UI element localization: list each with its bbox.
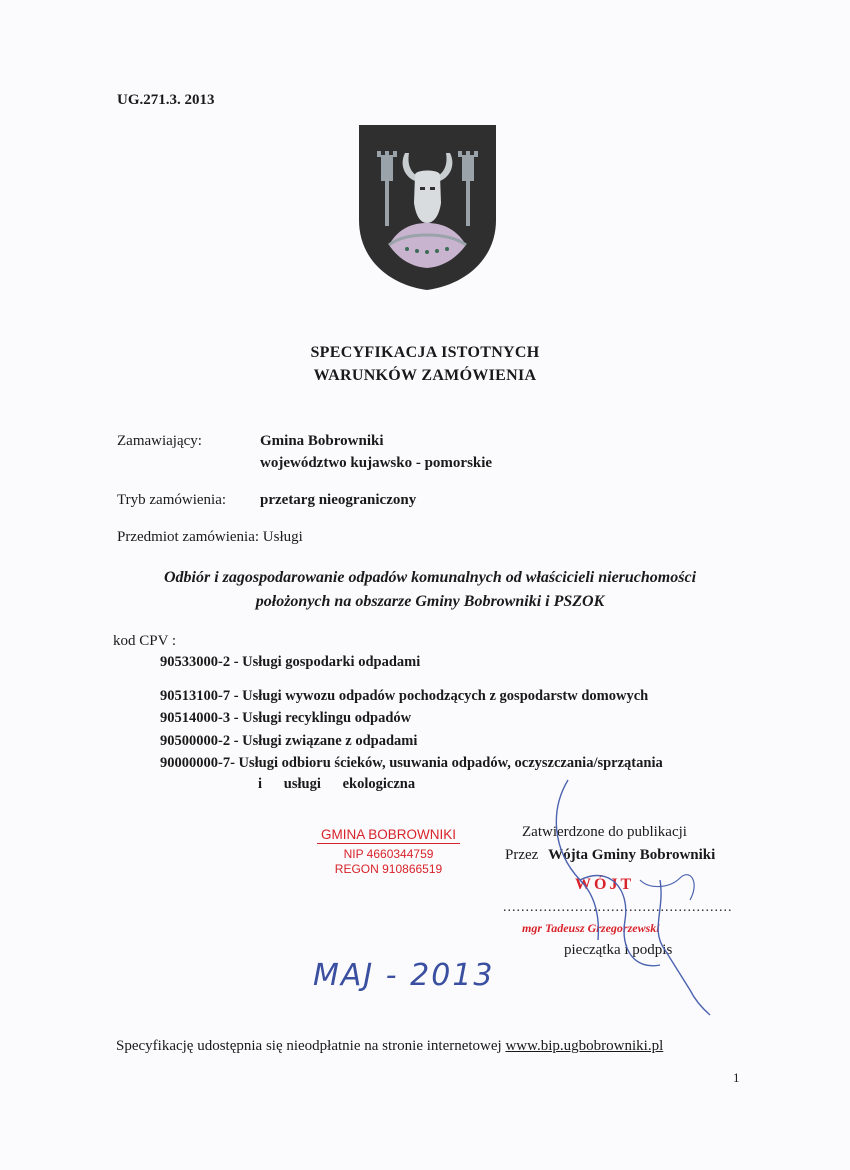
title-line-2: WARUNKÓW ZAMÓWIENIA <box>313 367 537 384</box>
subject-line-1: Odbiór i zagospodarowanie odpadów komunalnych od właścicieli nieruchomości <box>163 569 697 586</box>
handwritten-date: MAJ - 2013 <box>313 958 495 993</box>
approval-authority: Wójta Gminy Bobrowniki <box>548 847 716 863</box>
document-reference: UG.271.3. 2013 <box>117 92 215 108</box>
footer-text: Specyfikację udostępnia się nieodpłatnie na stronie internetowej <box>116 1038 506 1054</box>
orderer-name: Gmina Bobrowniki <box>260 433 384 449</box>
procedure-value: przetarg nieograniczony <box>260 492 417 508</box>
cpv-item: 90000000-7- Usługi odbioru ścieków, usuwania odpadów, oczyszczania/sprzątania <box>160 755 663 771</box>
page-number: 1 <box>733 1070 740 1085</box>
cpv-item-continuation: i usługi ekologiczna <box>258 776 416 792</box>
wojt-stamp: WÓJT <box>575 876 635 893</box>
orderer-label: Zamawiający: <box>117 433 202 449</box>
stamp-regon: REGON 910866519 <box>334 862 443 876</box>
cpv-item: 90514000-3 - Usługi recyklingu odpadów <box>160 710 412 726</box>
stamp-title: GMINA BOBROWNIKI <box>317 827 460 844</box>
municipality-stamp <box>296 826 481 877</box>
cpv-label: kod CPV : <box>113 633 177 649</box>
signer-name: mgr Tadeusz Grzegorzewski <box>522 921 660 935</box>
signature-caption: pieczątka i podpis <box>564 942 673 958</box>
coat-of-arms-icon <box>359 125 496 290</box>
approval-prefix: Przez <box>505 847 539 863</box>
cpv-item: 90533000-2 - Usługi gospodarki odpadami <box>160 654 421 670</box>
subject-line-2: położonych na obszarze Gminy Bobrowniki i PSZOK <box>255 593 605 610</box>
handwritten-signature-icon <box>540 770 740 1030</box>
cpv-item: 90500000-2 - Usługi związane z odpadami <box>160 733 418 749</box>
footer-note <box>116 1038 663 1055</box>
orderer-region: województwo kujawsko - pomorskie <box>260 455 493 471</box>
procedure-label: Tryb zamówienia: <box>117 492 227 508</box>
stamp-nip: NIP 4660344759 <box>343 847 434 861</box>
signature-dots: ................................................... <box>503 900 733 915</box>
cpv-item: 90513100-7 - Usługi wywozu odpadów pochodzących z gospodarstw domowych <box>160 688 649 704</box>
approval-line-1: Zatwierdzone do publikacji <box>522 824 687 840</box>
footer-link[interactable]: www.bip.ugbobrowniki.pl <box>505 1038 664 1054</box>
subject-label: Przedmiot zamówienia: Usługi <box>117 529 303 545</box>
title-line-1: SPECYFIKACJA ISTOTNYCH <box>310 344 540 361</box>
